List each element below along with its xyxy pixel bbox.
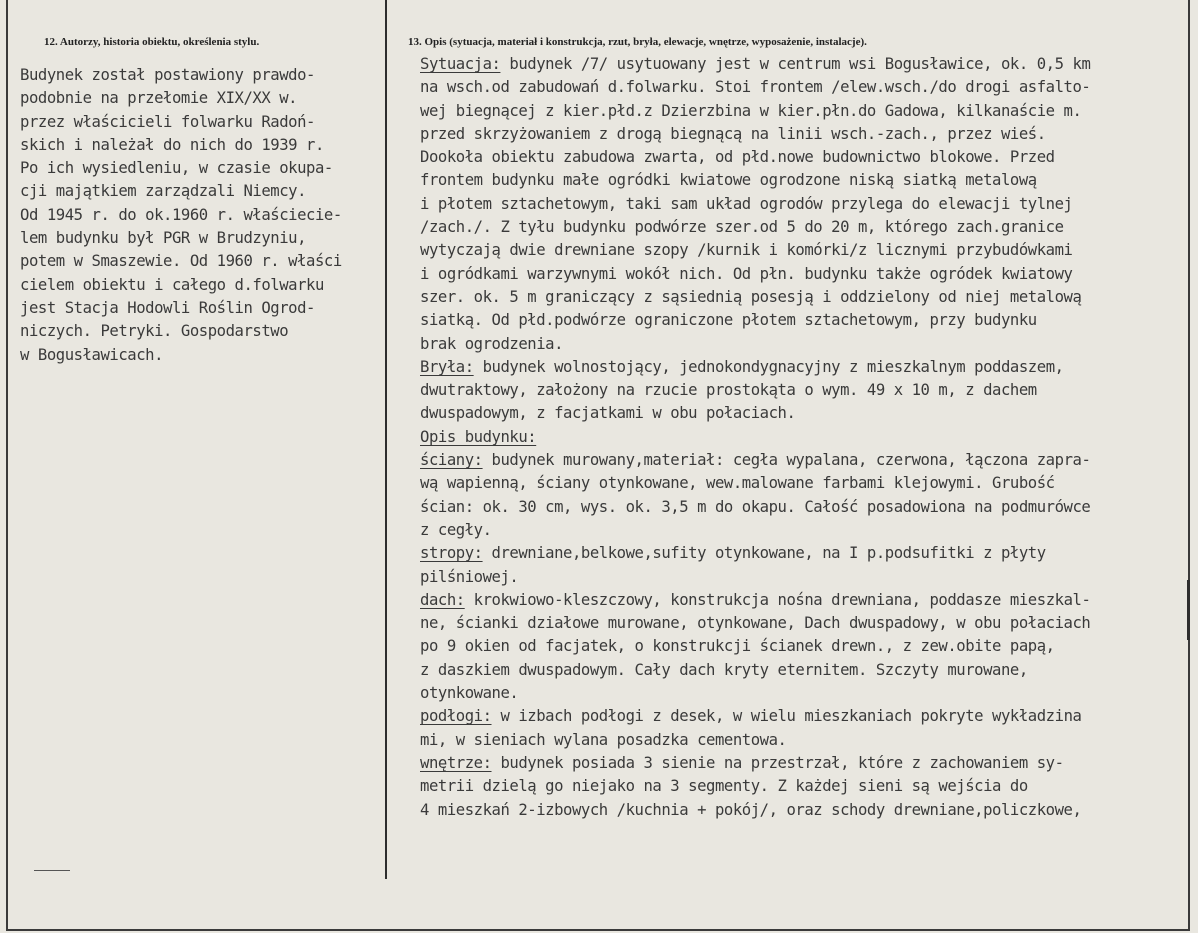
history-line: podobnie na przełomie XIX/XX w. (20, 89, 298, 108)
line-text: frontem budynku małe ogródki kwiatowe ogrodzone niską siatką metalową (420, 171, 1037, 190)
line-text: szer. ok. 5 m graniczący z sąsiednią posesją i oddzielony od niej metalową (420, 287, 1082, 306)
line-text: brak ogrodzenia. (420, 334, 564, 353)
line-text: drewniane,belkowe,sufity otynkowane, na I p.podsufitki z płyty (482, 544, 1046, 563)
section-label: Opis budynku: (420, 427, 537, 446)
history-line: Budynek został postawiony prawdo- (20, 66, 315, 84)
description-line (420, 193, 1190, 216)
description-line (420, 635, 1190, 658)
line-text: metrii dzielą go niejako na 3 segmenty. Z każdej sieni są wejścia do (420, 777, 1028, 796)
history-line: jest Stacja Hodowli Roślin Ogrod- (20, 298, 315, 317)
line-text: budynek murowany,materiał: cegła wypalana, czerwona, łączona zapra- (482, 451, 1091, 470)
description-line (420, 263, 1190, 286)
description-line (420, 472, 1190, 495)
line-text: ścian: ok. 30 cm, wys. ok. 3,5 m do okapu. Całość posadowiona na podmurówce (420, 497, 1091, 516)
line-text: przed skrzyżowaniem z drogą biegnącą na linii wsch.-zach., przez wieś. (420, 124, 1046, 143)
description-line (420, 682, 1190, 705)
description-line (420, 426, 1190, 449)
history-line: skich i należał do nich do 1939 r. (20, 135, 324, 154)
section-label: Sytuacja: (420, 55, 501, 73)
line-text: na wsch.od zabudowań d.folwarku. Stoi frontem /elew.wsch./do drogi asfalto- (420, 78, 1091, 97)
description-line (420, 402, 1190, 425)
description-line (420, 333, 1190, 356)
history-line: Od 1945 r. do ok.1960 r. właściecie- (20, 205, 342, 224)
history-line: potem w Smaszewie. Od 1960 r. właści (20, 252, 342, 271)
line-text: z daszkiem dwuspadowym. Cały dach kryty eternitem. Szczyty murowane, (420, 660, 1028, 679)
line-text: dwuspadowym, z facjatkami w obu połaciach. (420, 404, 796, 423)
line-text: dwutraktowy, założony na rzucie prostokąta o wym. 49 x 10 m, z dachem (420, 381, 1037, 400)
line-text: wej biegnącej z kier.płd.z Dzierzbina w kier.płn.do Gadowa, kilkanaście m. (420, 101, 1082, 120)
history-line: Po ich wysiedleniu, w czasie okupa- (20, 159, 333, 178)
left-column-header: 12. Autorzy, historia obiektu, określenia stylu. (44, 36, 260, 48)
line-text: 4 mieszkań 2-izbowych /kuchnia + pokój/, oraz schody drewniane,policzkowe, (420, 800, 1082, 819)
description-line (420, 659, 1190, 682)
line-text: po 9 okien od facjatek, o konstrukcji ścianek drewn., z zew.obite papą, (420, 637, 1055, 656)
description-line (420, 239, 1190, 262)
line-text: /zach./. Z tyłu budynku podwórze szer.od 5 do 20 m, którego zach.granice (420, 218, 1064, 237)
description-line (420, 799, 1190, 822)
line-text: w izbach podłogi z desek, w wielu mieszkaniach pokryte wykładzina (491, 707, 1082, 726)
description-line (420, 379, 1190, 402)
line-text: budynek /7/ usytuowany jest w centrum wsi Bogusławice, ok. 0,5 km (500, 55, 1091, 73)
history-line: cielem obiektu i całego d.folwarku (20, 275, 324, 294)
line-text: mi, w sieniach wylana posadzka cementowa. (420, 730, 787, 749)
history-text (20, 64, 382, 367)
description-line (420, 612, 1190, 635)
description-line (420, 216, 1190, 239)
description-line (420, 76, 1190, 99)
description-line (420, 775, 1190, 798)
line-text: otynkowane. (420, 684, 519, 703)
section-label: ściany: (420, 451, 483, 470)
section-label: Bryła: (420, 357, 474, 376)
section-label: stropy: (420, 544, 483, 563)
section-label: dach: (420, 590, 465, 609)
line-text: z cegły. (420, 520, 492, 539)
column-divider (385, 0, 387, 879)
section-label: podłogi: (420, 707, 492, 726)
history-line: niczych. Petryki. Gospodarstwo (20, 322, 289, 341)
description-line (420, 123, 1190, 146)
history-line: lem budynku był PGR w Brudzyniu, (20, 229, 307, 248)
line-text: i płotem sztachetowym, taki sam układ ogrodów przylega do elewacji tylnej (420, 194, 1073, 213)
line-text: i ogródkami warzywnymi wokół nich. Od płn. budynku także ogródek kwiatowy (420, 264, 1073, 283)
description-line (420, 309, 1190, 332)
description-text (420, 53, 1190, 822)
description-line (420, 169, 1190, 192)
description-line (420, 752, 1190, 775)
history-line: cji majątkiem zarządzali Niemcy. (20, 182, 307, 201)
description-line (420, 146, 1190, 169)
description-line (420, 496, 1190, 519)
section-label: wnętrze: (420, 753, 492, 772)
right-column-header: 13. Opis (sytuacja, materiał i konstrukcja, rzut, bryła, elewacje, wnętrze, wyposażenie, instalacje). (408, 36, 867, 48)
description-line (420, 449, 1190, 472)
line-text: Dookoła obiektu zabudowa zwarta, od płd.nowe budownictwo blokowe. Przed (420, 148, 1055, 167)
line-text: budynek wolnostojący, jednokondygnacyjny z mieszkalnym poddaszem, (473, 357, 1064, 376)
description-line (420, 100, 1190, 123)
history-line: w Bogusławicach. (20, 345, 164, 364)
description-line (420, 542, 1190, 565)
short-rule (34, 870, 70, 871)
line-text: ne, ścianki działowe murowane, otynkowane, Dach dwuspadowy, w obu połaciach (420, 614, 1091, 633)
description-line (420, 566, 1190, 589)
line-text: wą wapienną, ściany otynkowane, wew.malowane farbami klejowymi. Grubość (420, 474, 1055, 493)
history-line: przez właścicieli folwarku Radoń- (20, 112, 315, 131)
line-text: wytyczają dwie drewniane szopy /kurnik i komórki/z licznymi przybudówkami (420, 241, 1073, 260)
line-text: budynek posiada 3 sienie na przestrzał, które z zachowaniem sy- (491, 753, 1064, 772)
description-line (420, 286, 1190, 309)
description-line (420, 519, 1190, 542)
description-line (420, 705, 1190, 728)
description-line (420, 729, 1190, 752)
line-text: krokwiowo-kleszczowy, konstrukcja nośna drewniana, poddasze mieszkal- (464, 590, 1091, 609)
description-line (420, 589, 1190, 612)
description-line (420, 53, 1190, 76)
line-text: pilśniowej. (420, 567, 519, 586)
description-line (420, 356, 1190, 379)
line-text: siatką. Od płd.podwórze ograniczone płotem sztachetowym, przy budynku (420, 311, 1037, 330)
